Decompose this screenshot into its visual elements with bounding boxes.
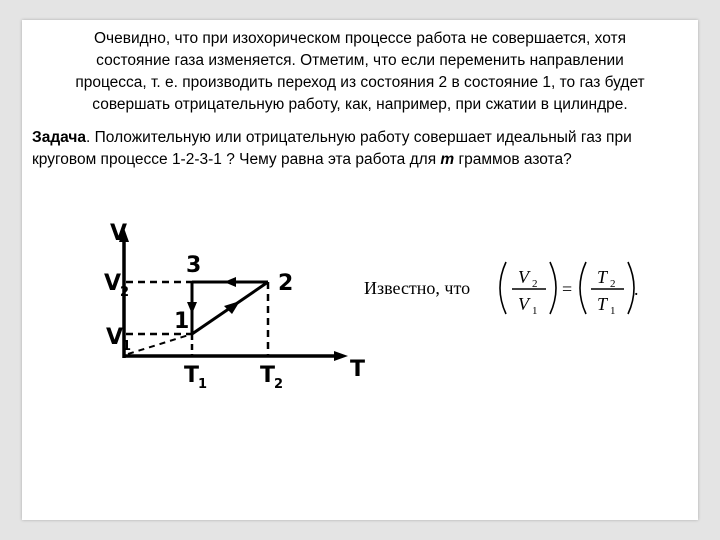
num-right-sub: 2	[610, 278, 616, 290]
formula	[364, 258, 664, 318]
paren-left-open	[500, 262, 506, 314]
formula-end: .	[634, 279, 639, 299]
point-1-label: 1	[174, 309, 190, 334]
t2-subscript: 2	[274, 377, 284, 390]
intro-line-2: состояние газа изменяется. Отметим, что если переменить направлении	[96, 52, 624, 69]
v2-label: V	[104, 271, 122, 296]
vt-diagram	[82, 210, 372, 390]
den-left: V	[518, 294, 529, 314]
num-left: V	[518, 267, 529, 287]
den-right: T	[597, 294, 608, 314]
task-variable-m: m	[440, 151, 455, 168]
v1-label: V	[106, 325, 124, 350]
t2-label: T	[260, 363, 276, 388]
intro-line-3: процесса, т. е. производить переход из состояния 2 в состояние 1, то газ будет	[75, 74, 645, 91]
task-paragraph	[32, 127, 682, 171]
equals-sign: =	[562, 279, 573, 299]
num-right: T	[597, 267, 608, 287]
origin-dashed-line	[128, 334, 192, 354]
den-left-sub: 1	[532, 305, 538, 317]
v-axis-label: V	[110, 221, 128, 246]
t1-label: T	[184, 363, 200, 388]
intro-line-1: Очевидно, что при изохорическом процессе работа не совершается, хотя	[93, 30, 627, 47]
task-label: Задача	[32, 129, 87, 146]
point-3-label: 3	[186, 253, 202, 278]
task-text-2: граммов азота?	[454, 151, 572, 168]
num-left-sub: 2	[532, 278, 538, 290]
den-right-sub: 1	[610, 305, 616, 317]
arrow-2-to-3	[224, 277, 236, 287]
intro-paragraph	[22, 28, 698, 116]
formula-lead: Известно, что	[364, 278, 471, 298]
task-text-1: . Положительную или отрицательную работу совершает идеальный газ при круговом процессе 1-2-3-1 ? Чему равна эта работа для	[32, 129, 632, 168]
t-axis-label: T	[350, 357, 366, 382]
paren-left-close	[550, 262, 556, 314]
slide	[22, 20, 698, 520]
v1-subscript: 1	[122, 339, 132, 354]
intro-line-4: совершать отрицательную работу, как, например, при сжатии в цилиндре.	[92, 96, 628, 113]
point-2-label: 2	[278, 271, 294, 296]
v2-subscript: 2	[120, 285, 130, 300]
t-axis-arrow	[334, 351, 348, 361]
t1-subscript: 1	[198, 377, 208, 390]
paren-right-open	[580, 262, 586, 314]
